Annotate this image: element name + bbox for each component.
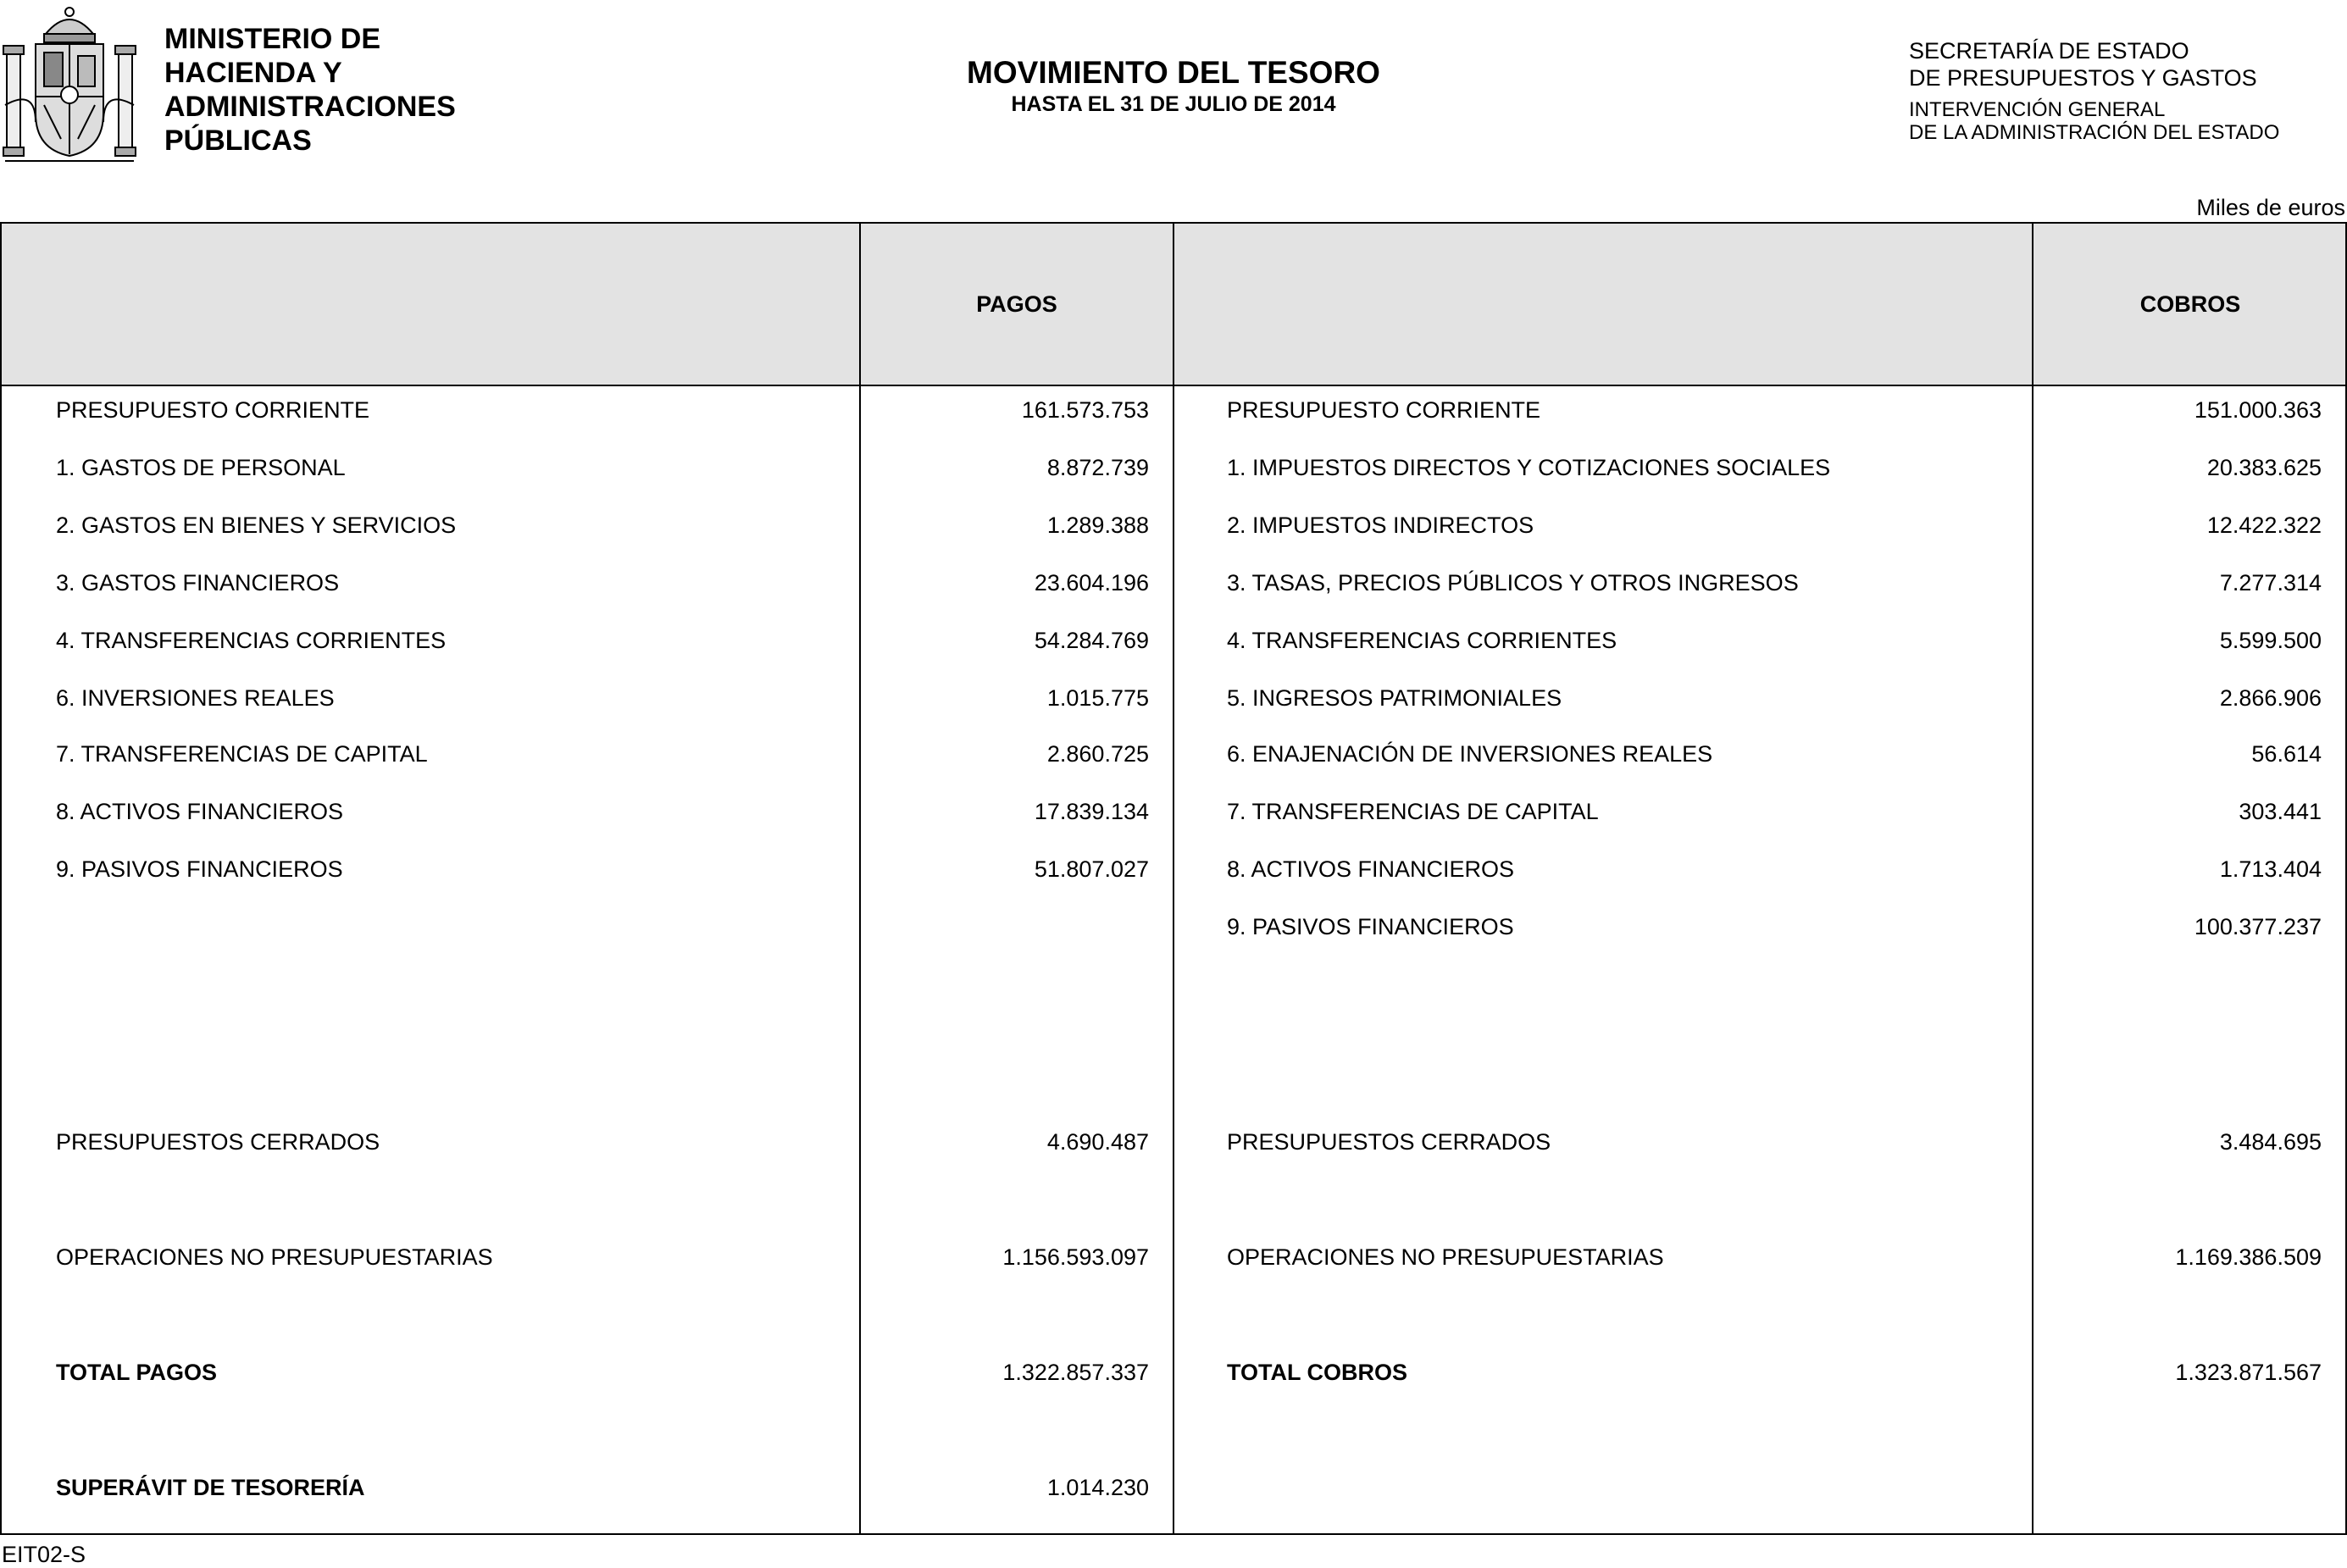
cobros-row-value: 12.422.322 <box>2206 513 2322 538</box>
pagos-row-value: 1.015.775 <box>1046 685 1149 711</box>
cobros-row-value: 3.484.695 <box>2219 1129 2322 1155</box>
title: MOVIMIENTO DEL TESORO <box>967 55 1380 90</box>
pagos-row-value: 54.284.769 <box>1034 628 1149 653</box>
pagos-row-label: PRESUPUESTOS CERRADOS <box>56 1129 380 1155</box>
cobros-row-label: 6. ENAJENACIÓN DE INVERSIONES REALES <box>1227 741 1713 767</box>
cobros-row-value: 5.599.500 <box>2219 628 2322 653</box>
secretaria-block <box>1909 37 2279 144</box>
cobros-row-label: PRESUPUESTO CORRIENTE <box>1227 397 1541 423</box>
pagos-row-value: 23.604.196 <box>1034 570 1149 596</box>
cobros-row-label: 2. IMPUESTOS INDIRECTOS <box>1227 513 1534 538</box>
cobros-row-value: 56.614 <box>2251 741 2322 767</box>
pagos-row-label: OPERACIONES NO PRESUPUESTARIAS <box>56 1244 493 1270</box>
pagos-row-label: PRESUPUESTO CORRIENTE <box>56 397 370 423</box>
pagos-row-label: 7. TRANSFERENCIAS DE CAPITAL <box>56 741 428 767</box>
cobros-row-value: 7.277.314 <box>2219 570 2322 596</box>
pagos-row-label: 8. ACTIVOS FINANCIEROS <box>56 799 344 824</box>
pagos-row-value: 161.573.753 <box>1021 397 1149 423</box>
pagos-row-label: 3. GASTOS FINANCIEROS <box>56 570 340 596</box>
pagos-row-value: 4.690.487 <box>1046 1129 1149 1155</box>
cobros-row-label: 5. INGRESOS PATRIMONIALES <box>1227 685 1562 711</box>
cobros-row-label: 4. TRANSFERENCIAS CORRIENTES <box>1227 628 1617 653</box>
intervencion-line: DE LA ADMINISTRACIÓN DEL ESTADO <box>1909 121 2280 144</box>
ministry-line: ADMINISTRACIONES <box>164 91 456 123</box>
cobros-row-label: 1. IMPUESTOS DIRECTOS Y COTIZACIONES SOCIALES <box>1227 455 1831 480</box>
treasury-table <box>0 222 2347 1535</box>
pagos-row-value: 51.807.027 <box>1034 856 1149 882</box>
form-code: EIT02-S <box>2 1542 86 1567</box>
pagos-row-value: 8.872.739 <box>1046 455 1149 480</box>
pagos-row-value: 17.839.134 <box>1034 799 1149 824</box>
secretaria-line: SECRETARÍA DE ESTADO <box>1909 38 2189 64</box>
units-label: Miles de euros <box>2196 195 2345 220</box>
pagos-row-label: SUPERÁVIT DE TESORERÍA <box>56 1475 365 1500</box>
ministry-line: HACIENDA Y <box>164 57 342 89</box>
pagos-row-label: 9. PASIVOS FINANCIEROS <box>56 856 343 882</box>
pagos-row-label: 2. GASTOS EN BIENES Y SERVICIOS <box>56 513 457 538</box>
pagos-row-value: 1.289.388 <box>1046 513 1149 538</box>
cobros-header: COBROS <box>2139 291 2241 317</box>
ministry-line: MINISTERIO DE <box>164 23 381 55</box>
cobros-row-value: 100.377.237 <box>2194 914 2322 939</box>
cobros-row-label: 8. ACTIVOS FINANCIEROS <box>1227 856 1515 882</box>
ministry-line: PÚBLICAS <box>164 125 312 157</box>
secretaria-line: DE PRESUPUESTOS Y GASTOS <box>1909 65 2257 91</box>
cobros-row-label: PRESUPUESTOS CERRADOS <box>1227 1129 1551 1155</box>
cobros-row-value: 1.323.871.567 <box>2175 1360 2322 1385</box>
pagos-row-value: 2.860.725 <box>1046 741 1149 767</box>
pagos-header: PAGOS <box>976 291 1057 317</box>
intervencion-line: INTERVENCIÓN GENERAL <box>1909 98 2166 121</box>
cobros-row-value: 151.000.363 <box>2194 397 2322 423</box>
pagos-row-value: 1.322.857.337 <box>1002 1360 1149 1385</box>
subtitle: HASTA EL 31 DE JULIO DE 2014 <box>1011 92 1336 116</box>
cobros-row-value: 2.866.906 <box>2219 685 2322 711</box>
cobros-row-value: 20.383.625 <box>2206 455 2322 480</box>
cobros-row-label: 3. TASAS, PRECIOS PÚBLICOS Y OTROS INGRESOS <box>1227 570 1799 596</box>
pagos-row-label: 6. INVERSIONES REALES <box>56 685 335 711</box>
pagos-row-label: 1. GASTOS DE PERSONAL <box>56 455 346 480</box>
pagos-row-label: TOTAL PAGOS <box>56 1360 218 1385</box>
pagos-row-value: 1.014.230 <box>1046 1475 1149 1500</box>
cobros-row-value: 1.713.404 <box>2219 856 2322 882</box>
cobros-row-value: 303.441 <box>2239 799 2322 824</box>
cobros-row-label: 7. TRANSFERENCIAS DE CAPITAL <box>1227 799 1599 824</box>
cobros-row-label: OPERACIONES NO PRESUPUESTARIAS <box>1227 1244 1664 1270</box>
pagos-row-value: 1.156.593.097 <box>1002 1244 1149 1270</box>
cobros-row-value: 1.169.386.509 <box>2175 1244 2322 1270</box>
cobros-row-label: 9. PASIVOS FINANCIEROS <box>1227 914 1514 939</box>
cobros-row-label: TOTAL COBROS <box>1227 1360 1408 1385</box>
pagos-row-label: 4. TRANSFERENCIAS CORRIENTES <box>56 628 447 653</box>
